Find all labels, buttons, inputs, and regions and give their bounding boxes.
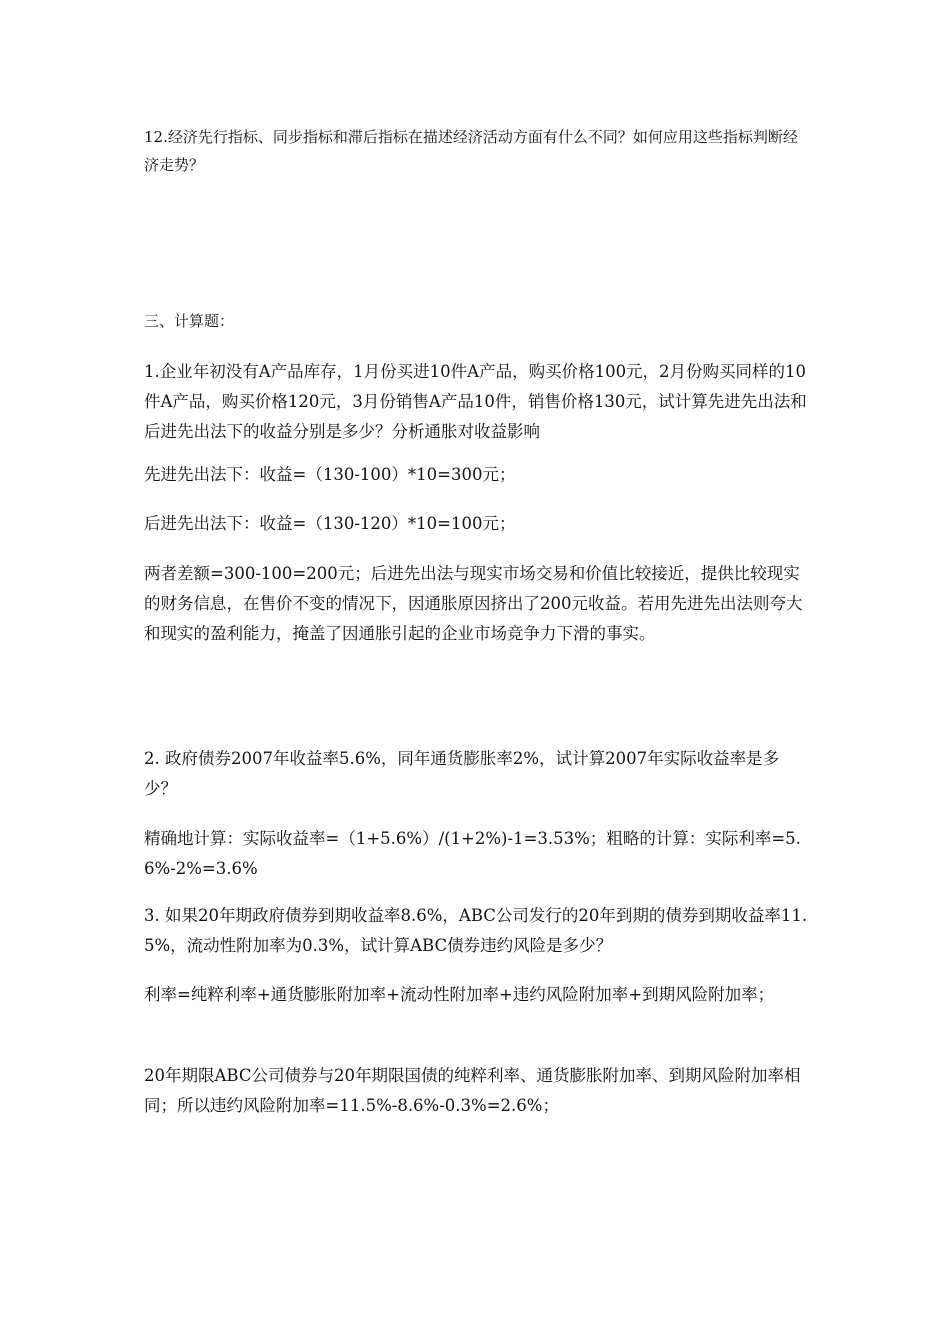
q2-answer: 精确地计算：实际收益率=（1+5.6%）/(1+2%)-1=3.53%；粗略的计算：实际利率=5.6%-2%=3.6% [144,829,801,878]
q3-answer: 20年期限ABC公司债券与20年期限国债的纯粹利率、通货膨胀附加率、到期风险附加率相同；所以违约风险附加率=11.5%-8.6%-0.3%=2.6%； [144,1066,801,1115]
q2-question: 2. 政府债券2007年收益率5.6%，同年通货膨胀率2%，试计算2007年实际收益率是多少？ [144,749,780,798]
section-title: 三、计算题： [144,312,235,330]
question-12: 12.经济先行指标、同步指标和滞后指标在描述经济活动方面有什么不同？如何应用这些指标判断经济走势？ [144,128,798,174]
q3-question: 3. 如果20年期政府债券到期收益率8.6%，ABC公司发行的20年到期的债券到期收益率11.5%，流动性附加率为0.3%，试计算ABC债券违约风险是多少？ [144,906,808,955]
q1-answer-fifo: 先进先出法下：收益=（130-100）*10=300元； [144,465,516,484]
q1-analysis: 两者差额=300-100=200元；后进先出法与现实市场交易和价值比较接近，提供比较现实的财务信息，在售价不变的情况下，因通胀原因挤出了200元收益。若用先进先出法则夸大和现实的盈利能力，掩盖了因通胀引起的企业市场竞争力下滑的事实。 [144,564,803,643]
q3-formula: 利率=纯粹利率+通货膨胀附加率+流动性附加率+违约风险附加率+到期风险附加率； [144,985,775,1004]
q1-answer-lifo: 后进先出法下：收益=（130-120）*10=100元； [144,514,516,533]
q1-question: 1.企业年初没有A产品库存，1月份买进10件A产品，购买价格100元，2月份购买同样的10件A产品，购买价格120元，3月份销售A产品10件，销售价格130元，试计算先进先出法和后进先出法下的收益分别是多少？分析通胀对收益影响 [144,362,807,441]
